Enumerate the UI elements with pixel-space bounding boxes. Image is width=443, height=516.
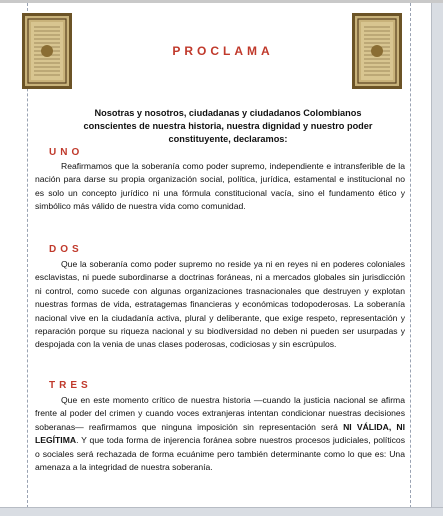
section-text-tres-part1: Que en este momento crítico de nuestra historia —cuando la justicia nacional se afirma frente al poder del crimen y cuando voces extranjeras intentan condicionar nuestras decisiones soberanas— reafirmamos que ninguna imposición sin representación será [35, 395, 405, 432]
section-heading-dos: DOS [49, 244, 83, 255]
vertical-scrollbar[interactable] [431, 3, 443, 508]
window-bottom-edge [0, 507, 443, 516]
right-margin-guide [410, 3, 411, 508]
intro-paragraph: Nosotras y nosotros, ciudadanas y ciudadanos Colombianos conscientes de nuestra historia, nuestra dignidad y nuestro poder constituyente, declaramos: [83, 108, 373, 144]
section-text-dos: Que la soberanía como poder supremo no reside ya ni en reyes ni en poderes coloniales esclavistas, ni puede subordinarse a doctrinas foráneas, ni a mercados globales sin jurisdicción ni control, como sucede con algunas organizaciones trasnacionales que destruyen y explotan nuestras formas de vida, estratagemas financieras y económicas todopoderosas. La soberanía nacional vive en la ciudadanía activa, plural y deliberante, que exige respeto, representación y reparación porque su riqueza nacional y su biodiversidad no deben ni pueden ser usurpadas y despojada con la venia de unas clases poderosas, codiciosas y sin escrúpulos. [35, 259, 405, 350]
section-text-tres-part2: . Y que toda forma de injerencia foránea sobre nuestros procesos judiciales, políticos o sociales será rechazada de forma ecuánime pero también determinante como lo que es: Una amenaza a la integridad de nuestra soberanía. [35, 435, 405, 473]
document-page[interactable] [18, 3, 428, 508]
section-text-tres-emphasis: NI VÁLIDA, NI LEGÍTIMA [35, 421, 406, 446]
section-heading-tres: TRES [49, 380, 92, 391]
section-text-uno: Reafirmamos que la soberanía como poder supremo, independiente e intransferible de la nación para darse su propia organización social, política, jurídica, estamental e institucional no es solo un concepto jurídico ni una fórmula constitucional vacía, sino el fundamento ético y simbólico más válido de nuestra vida como comunidad. [35, 161, 405, 212]
section-text-tres [35, 394, 405, 474]
document-title: PROCLAMA [172, 44, 274, 58]
section-heading-uno: UNO [49, 147, 84, 158]
